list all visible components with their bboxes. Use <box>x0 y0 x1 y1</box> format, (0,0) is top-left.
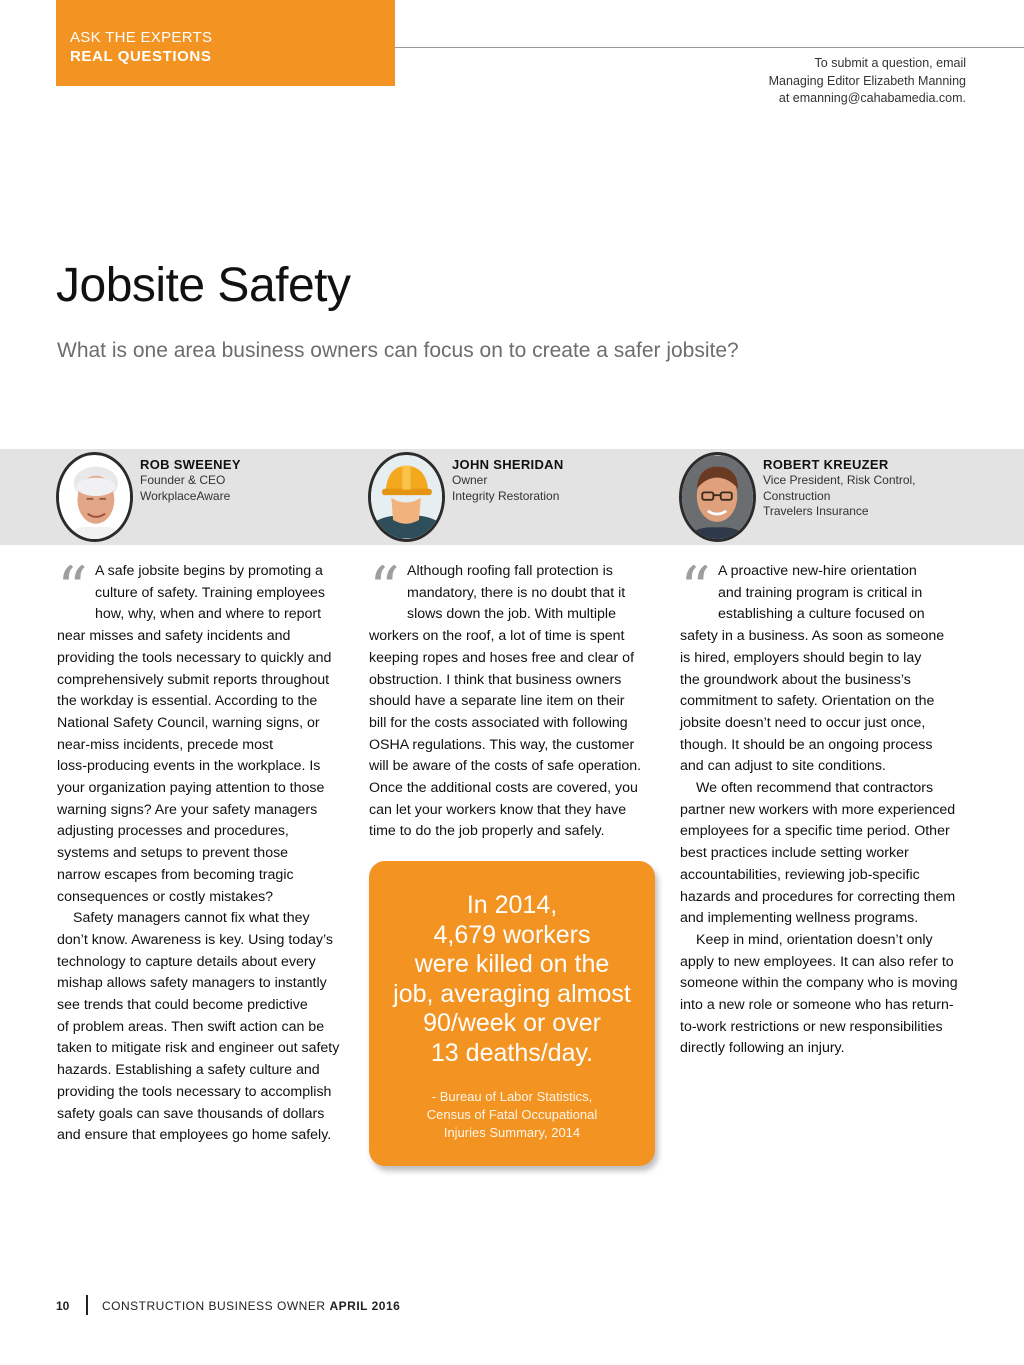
expert-role <box>452 473 559 504</box>
text-line: workers on the roof, a lot of time is spent <box>369 628 625 645</box>
avatar-photo <box>679 452 756 542</box>
text-line: Safety managers cannot fix what they <box>73 910 310 927</box>
expert-name: ROBERT KREUZER <box>763 457 889 472</box>
text-line: hazards. Establishing a safety culture and <box>57 1062 320 1079</box>
article-question: What is one area business owners can focus on to create a safer jobsite? <box>57 339 739 362</box>
text-line: Keep in mind, orientation doesn’t only <box>696 931 933 948</box>
page-number: 10 <box>56 1299 70 1313</box>
answer-paragraph <box>680 778 970 930</box>
section-kicker: ASK THE EXPERTS <box>70 29 213 46</box>
source-line: Injuries Summary, 2014 <box>443 1125 581 1140</box>
text-line: near misses and safety incidents and <box>57 628 291 645</box>
text-line: warning signs? Are your safety managers <box>57 801 318 818</box>
text-line: near-miss incidents, precede most <box>57 736 274 753</box>
man-portrait-icon <box>682 455 753 539</box>
source-line: - Bureau of Labor Statistics, <box>431 1089 593 1104</box>
text-line: loss-producing events in the workplace. Is <box>57 758 321 775</box>
text-line: though. It should be an ongoing process <box>680 736 933 753</box>
text-line: see trends that could become predictive <box>57 997 308 1014</box>
text-line: Although roofing fall protection is <box>407 563 613 579</box>
text-line: keeping ropes and hoses free and clear of <box>369 649 635 666</box>
quote-mark-icon: “ <box>57 554 82 624</box>
quote-mark-icon: “ <box>680 554 705 624</box>
avatar-placeholder <box>368 452 445 542</box>
answer-paragraph <box>57 908 347 1147</box>
text-line: bill for the costs associated with following <box>369 714 628 731</box>
stat-line: were killed on the <box>414 950 610 978</box>
stat-line: 90/week or over <box>423 1009 601 1037</box>
issue-date: APRIL 2016 <box>329 1299 401 1313</box>
text-line: apply to new employees. It can also refer to <box>680 953 954 970</box>
expert-role-line: Vice President, Risk Control, <box>763 473 916 487</box>
text-line: hazards and procedures for correcting them <box>680 888 956 905</box>
text-line: of problem areas. Then swift action can be <box>57 1018 325 1035</box>
text-line: We often recommend that contractors <box>696 780 934 797</box>
text-line: how, why, when and where to report <box>95 606 322 623</box>
text-line: should have a separate line item on their <box>369 693 625 710</box>
text-line: can let your workers know that they have <box>369 801 627 818</box>
text-line: culture of safety. Training employees <box>95 584 326 601</box>
avatar-photo <box>56 452 133 542</box>
text-line: OSHA regulations. This way, the customer <box>369 736 635 753</box>
text-line: safety in a business. As soon as someone <box>680 628 945 645</box>
text-line: systems and setups to prevent those <box>57 845 289 862</box>
text-line: into a new role or someone who has return- <box>680 997 954 1014</box>
text-line: and can adjust to site conditions. <box>680 758 886 775</box>
section-series: REAL QUESTIONS <box>70 48 212 65</box>
source-line: Census of Fatal Occupational <box>426 1107 598 1122</box>
text-line: directly following an injury. <box>680 1040 845 1057</box>
text-line: mishap allows safety managers to instantly <box>57 975 327 992</box>
expert-role-line: WorkplaceAware <box>140 488 231 503</box>
text-line: technology to capture details about every <box>57 953 316 970</box>
man-portrait-icon <box>59 455 130 539</box>
text-line: the workday is essential. According to the <box>57 693 318 710</box>
text-line: providing the tools necessary to accomplish <box>57 1083 332 1100</box>
stat-line: 13 deaths/day. <box>430 1038 594 1067</box>
expert-role-line: Founder & CEO <box>140 473 226 487</box>
text-line: and implementing wellness programs. <box>680 910 919 927</box>
text-line: narrow escapes from becoming tragic <box>57 866 294 883</box>
expert-name: ROB SWEENEY <box>140 457 241 472</box>
answer-column-1 <box>57 554 347 1147</box>
expert-role <box>763 473 916 520</box>
text-line: A proactive new-hire orientation <box>718 563 917 579</box>
text-line: accountabilities, reviewing job-specific <box>680 866 920 883</box>
answer-paragraph <box>680 554 970 778</box>
expert-role-line: Travelers Insurance <box>763 504 869 518</box>
text-line: consequences or costly mistakes? <box>57 888 274 905</box>
expert-role-line: Owner <box>452 473 488 487</box>
text-line: taken to mitigate risk and engineer out safety <box>57 1040 340 1057</box>
stat-line: In 2014, <box>466 891 558 919</box>
text-line: National Safety Council, warning signs, or <box>57 714 320 731</box>
text-line: commitment to safety. Orientation on the <box>680 693 935 710</box>
text-line: will be aware of the costs of safe operation. <box>369 758 642 775</box>
text-line: is hired, employers should begin to lay <box>680 649 922 666</box>
text-line: establishing a culture focused on <box>718 606 925 623</box>
text-line: the groundwork about the business’s <box>680 671 911 688</box>
text-line: obstruction. I think that business owners <box>369 671 622 688</box>
text-line: best practices include setting worker <box>680 845 909 862</box>
hardhat-worker-icon <box>371 455 442 539</box>
answer-column-3 <box>680 554 970 1060</box>
text-line: employees for a specific time period. Other <box>680 823 950 840</box>
text-line: your organization paying attention to those <box>57 780 325 797</box>
text-line: time to do the job properly and safely. <box>369 823 605 840</box>
callout-statistic <box>375 891 649 1068</box>
answer-paragraph <box>680 930 970 1060</box>
article-title: Jobsite Safety <box>56 259 351 312</box>
text-line: and training program is critical in <box>718 584 923 601</box>
section-tab <box>56 0 395 86</box>
stat-line: job, averaging almost <box>393 979 631 1008</box>
text-line: adjusting processes and procedures, <box>57 823 289 840</box>
expert-name: JOHN SHERIDAN <box>452 457 564 472</box>
submit-line: at emanning@cahabamedia.com. <box>778 91 966 105</box>
text-line: don’t know. Awareness is key. Using today’s <box>57 931 334 948</box>
answer-column-2 <box>369 554 659 843</box>
submit-line: To submit a question, email <box>814 56 966 70</box>
text-line: comprehensively submit reports throughout <box>57 671 330 688</box>
answer-paragraph <box>369 554 659 843</box>
answer-paragraph <box>57 554 347 908</box>
text-line: someone within the company who is moving <box>680 975 958 992</box>
submit-note <box>666 55 966 108</box>
expert-role-line: Construction <box>763 488 831 503</box>
text-line: partner new workers with more experienced <box>680 801 956 818</box>
text-line: slows down the job. With multiple <box>407 606 616 623</box>
stat-line: 4,679 workers <box>433 920 591 949</box>
expert-role <box>140 473 230 504</box>
text-line: safety goals can save thousands of dollars <box>57 1105 325 1122</box>
statistic-callout <box>369 861 655 1166</box>
page-folio <box>56 1296 400 1316</box>
folio-divider <box>86 1295 88 1315</box>
publication-name: CONSTRUCTION BUSINESS OWNER <box>102 1299 326 1313</box>
expert-role-line: Integrity Restoration <box>452 488 560 503</box>
quote-mark-icon: “ <box>369 554 394 624</box>
text-line: jobsite doesn’t need to occur just once, <box>680 714 926 731</box>
text-line: and ensure that employees go home safely. <box>57 1127 332 1144</box>
header-rule <box>395 47 1024 48</box>
callout-source <box>375 1088 649 1142</box>
text-line: to-work restrictions or new responsibilities <box>680 1018 943 1035</box>
submit-line: Managing Editor Elizabeth Manning <box>768 73 966 88</box>
text-line: Once the additional costs are covered, you <box>369 780 638 797</box>
text-line: providing the tools necessary to quickly and <box>57 649 332 666</box>
text-line: mandatory, there is no doubt that it <box>407 584 626 601</box>
text-line: A safe jobsite begins by promoting a <box>95 563 323 579</box>
